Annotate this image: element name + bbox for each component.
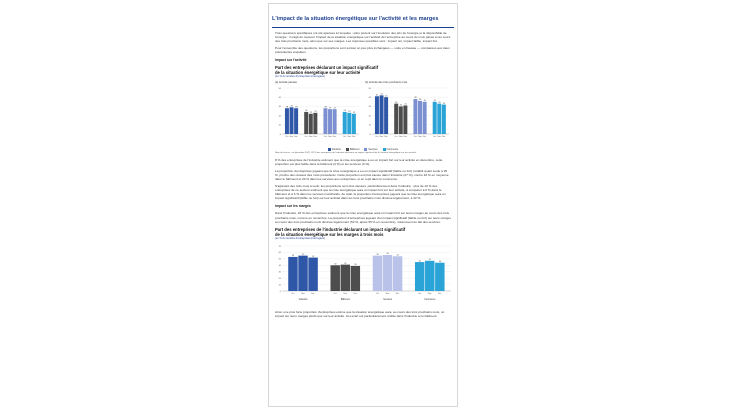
- bar-value-label: 24: [343, 109, 346, 112]
- intro-paragraph-2: Pour l'ensemble des questions, les proportions sont surtout un peu plus inchangées — voire en hausse — comparées aux deux précédentes enquêtes.: [275, 46, 450, 55]
- section-heading-activity: Impact sur l'activité: [275, 58, 307, 63]
- x-tick-label: Nov.: [347, 135, 352, 138]
- x-tick-label: Nov.: [289, 135, 294, 138]
- x-tick-label: Déc.: [313, 135, 318, 138]
- x-tick-label: Nov.: [301, 292, 305, 295]
- bar-value-label: 33: [438, 101, 441, 104]
- panel-a-label: (a) Activité passée: [275, 80, 297, 84]
- bar-value-label: 35: [433, 99, 436, 102]
- x-tick-label: Oct.: [375, 135, 379, 138]
- bar-value-label: 39: [354, 264, 357, 267]
- document-page: [268, 3, 458, 407]
- bar: [393, 256, 402, 291]
- y-tick-label: 30: [278, 271, 281, 274]
- group-label: Bâtiment: [340, 298, 350, 301]
- bar: [373, 253, 382, 291]
- bar: [351, 266, 360, 291]
- activity-chart-legend: [275, 148, 451, 151]
- y-tick-label: 40: [278, 96, 281, 99]
- x-tick-label: Déc.: [294, 135, 299, 138]
- bar-value-label: 27: [329, 107, 332, 110]
- y-tick-label: 50: [278, 258, 281, 261]
- x-tick-label: Oct.: [375, 292, 380, 295]
- bar-value-label: 41: [344, 262, 347, 265]
- bar-value-label: 52: [312, 255, 315, 258]
- document-title: L'impact de la situation énergétique sur l'activité et les marges: [272, 16, 439, 22]
- x-tick-label: Déc.: [384, 135, 389, 138]
- margins-bar-chart: [275, 242, 453, 302]
- bar-value-label: 23: [348, 110, 351, 113]
- x-tick-label: Nov.: [379, 135, 384, 138]
- y-tick-label: 60: [278, 252, 281, 255]
- legend-item-batiment: Bâtiment: [346, 148, 359, 151]
- activity-paragraph-1: 8 % des entreprises de l'industrie estiment que la crise énergétique a eu un impact fort sur leur activité en décembre, cette proportion est plus faible dans le bâtiment (4 %) et les services (3 %).: [275, 157, 443, 166]
- bar: [442, 104, 446, 133]
- bar-value-label: 24: [305, 109, 308, 112]
- x-tick-label: Oct.: [291, 292, 295, 295]
- group-label: Commerce: [424, 298, 436, 301]
- bar: [380, 95, 384, 134]
- y-tick-label: 70: [278, 245, 281, 248]
- bar-value-label: 22: [309, 111, 312, 114]
- x-tick-label: Nov.: [328, 135, 332, 138]
- bar-value-label: 44: [438, 260, 442, 263]
- activity-future-chart: [365, 84, 451, 142]
- bar: [413, 96, 417, 134]
- bar: [433, 101, 437, 133]
- bar: [415, 262, 424, 291]
- x-tick-label: Oct.: [323, 135, 328, 138]
- bar-value-label: 22: [352, 111, 356, 114]
- bar-value-label: 28: [295, 106, 298, 109]
- activity-chart-title-2: de la situation énergétique sur leur activité: [275, 70, 361, 76]
- bar-value-label: 40: [334, 263, 337, 266]
- y-tick-label: 20: [368, 115, 371, 118]
- bar: [437, 103, 441, 133]
- y-tick-label: 40: [368, 96, 371, 99]
- bar-value-label: 35: [423, 99, 426, 102]
- x-tick-label: Oct.: [285, 135, 289, 138]
- x-tick-label: Déc.: [311, 292, 316, 295]
- bar-value-label: 29: [290, 105, 293, 108]
- bar-value-label: 40: [385, 95, 388, 98]
- bar: [313, 110, 317, 134]
- x-tick-label: Déc.: [442, 135, 446, 138]
- bar: [418, 98, 422, 134]
- bar: [375, 96, 379, 134]
- group-label: Services: [383, 298, 393, 301]
- x-tick-label: Déc.: [353, 292, 358, 295]
- y-tick-label: 30: [368, 105, 371, 108]
- x-tick-label: Nov.: [385, 292, 390, 295]
- bar-value-label: 28: [324, 106, 327, 109]
- margins-chart-title-2: de la situation énergétique sur les marges à trois mois: [275, 231, 384, 237]
- section-heading-margins: Impact sur les marges: [275, 204, 311, 209]
- bar-value-label: 28: [285, 106, 289, 109]
- margins-chart-title-1: Part des entreprises de l'industrie déclarant un impact significatif: [275, 226, 406, 232]
- x-tick-label: Déc.: [395, 292, 400, 295]
- bar-value-label: 42: [380, 93, 383, 96]
- y-tick-label: 50: [368, 87, 371, 90]
- bar-value-label: 53: [291, 255, 295, 258]
- bar-value-label: 47: [428, 258, 431, 261]
- bar-value-label: 33: [395, 101, 398, 104]
- bar: [423, 101, 427, 133]
- y-tick-label: 0: [369, 133, 371, 136]
- x-tick-label: Oct.: [418, 292, 422, 295]
- bar-value-label: 31: [404, 103, 407, 106]
- y-tick-label: 10: [278, 284, 281, 287]
- bar: [341, 262, 350, 291]
- bar: [343, 109, 347, 134]
- panel-b-label: (b) Activité des trois prochains mois: [365, 80, 408, 84]
- bar: [333, 109, 337, 134]
- x-tick-label: Oct.: [394, 135, 399, 138]
- bar-value-label: 30: [399, 104, 402, 107]
- activity-chart-note: Note de lecture : en décembre 2022, 28 % des entreprises de l'industrie déclarent un impact significatif de la situation énergétique sur leur activité.: [275, 151, 417, 154]
- bar: [425, 258, 434, 291]
- margins-chart: [275, 227, 451, 307]
- y-tick-label: 20: [278, 115, 281, 118]
- bar-value-label: 38: [414, 96, 417, 99]
- margins-paragraph-1: Dans l'industrie, 26 % des entreprises estiment que la crise énergétique aura un impact fort sur leurs marges au cours des trois prochains mois, comme en novembre. La proportion d'entreprises jugeant d'un impact significatif (faible ou fort) sur leurs marges au cours des trois prochains mois diminue légèrement (52 %, après 55 % en novembre), notamment du fait des services.: [275, 211, 451, 224]
- legend-item-industrie: Industrie: [328, 148, 341, 151]
- bar: [399, 106, 403, 134]
- intro-paragraph-1: Trois questions spécifiques ont été ajoutées à l'enquête : elles portent sur l'évolution des prix de l'énergie et la disponibilité de l'énergie ; il s'agit de mesurer l'impact de la situation énergétique sur l'activité de l'entreprise au cours du mois passé et au cours des trois prochains mois, ainsi que sur ses marges. Les réponses possibles sont : impact nul, impact faible, impact fort.: [275, 31, 451, 44]
- x-tick-label: Nov.: [343, 292, 348, 295]
- y-tick-label: 10: [368, 124, 371, 127]
- x-tick-label: Nov.: [309, 135, 313, 138]
- bar: [403, 105, 407, 134]
- x-tick-label: Oct.: [343, 135, 347, 138]
- bar-value-label: 56: [386, 253, 389, 256]
- x-tick-label: Oct.: [333, 292, 338, 295]
- margins-chart-subtitle: (en % du nombre d'entreprises interrogées): [275, 236, 325, 240]
- bar: [290, 107, 294, 134]
- bar: [285, 108, 289, 134]
- x-tick-label: Déc.: [352, 135, 356, 138]
- y-tick-label: 0: [279, 290, 281, 293]
- x-tick-label: Nov.: [437, 135, 442, 138]
- activity-paragraph-3: S'agissant des trois mois à venir, les proportions sont plus élevées, particulièrement dans l'industrie : plus de 10 % des entreprises de ce secteur estiment que la crise énergétique aura un impact fort sur leur activité, à comparer à 6 % dans le bâtiment et à 6 % dans les services marchands. Au total, la proportion d'entreprises jugeant que la crise énergétique aura un impact significatif (faible ou fort) sur leur activité dans les trois prochains mois diminue légèrement, à 32 %.: [275, 184, 446, 201]
- bar: [394, 103, 398, 133]
- bar: [288, 257, 297, 291]
- activity-chart-subtitle: (en % du nombre d'entreprises interrogées): [275, 75, 325, 79]
- bar: [352, 113, 356, 133]
- bar: [330, 265, 339, 291]
- y-tick-label: 40: [278, 265, 281, 268]
- bar-value-label: 36: [419, 98, 422, 101]
- x-tick-label: Nov.: [428, 292, 432, 295]
- bar: [384, 97, 388, 134]
- bar-value-label: 27: [333, 107, 336, 110]
- group-label: Industrie: [298, 298, 308, 301]
- bar-value-label: 54: [396, 254, 399, 257]
- activity-chart: [275, 65, 451, 154]
- x-tick-label: Déc.: [422, 135, 427, 138]
- activity-chart-title-1: Part des entreprises déclarant un impact significatif: [275, 65, 379, 71]
- y-tick-label: 20: [278, 277, 281, 280]
- bar: [435, 260, 444, 291]
- bar: [304, 109, 308, 134]
- x-tick-label: Déc.: [403, 135, 408, 138]
- bar: [323, 108, 327, 134]
- y-tick-label: 10: [278, 124, 281, 127]
- bar-value-label: 32: [442, 102, 446, 105]
- bar: [383, 255, 392, 291]
- x-tick-label: Nov.: [418, 135, 422, 138]
- activity-past-chart: [275, 84, 361, 142]
- y-tick-label: 0: [279, 133, 281, 136]
- y-tick-label: 50: [278, 87, 281, 90]
- bar: [328, 109, 332, 134]
- document-title-bar: [272, 6, 454, 28]
- x-tick-label: Oct.: [413, 135, 418, 138]
- bar-value-label: 41: [375, 94, 379, 97]
- document-content: [269, 28, 457, 318]
- activity-paragraph-2: La proportion d'entreprises jugeant que la crise énergétique a eu un impact significatif (faible ou fort) s'établit quant à elle à 25 %, proche des niveaux des mois précédents. Cette proportion est plus élevée dans l'industrie (27 %), contre 18 % en moyenne dans le bâtiment et 20 % dans les services aux entreprises, et en repli dans le commerce.: [275, 168, 449, 181]
- x-tick-label: Oct.: [304, 135, 309, 138]
- x-tick-label: Déc.: [437, 292, 442, 295]
- x-tick-label: Déc.: [332, 135, 337, 138]
- y-tick-label: 30: [278, 105, 281, 108]
- bar-value-label: 45: [418, 260, 421, 263]
- bar: [294, 108, 298, 134]
- bar: [347, 110, 351, 134]
- x-tick-label: Oct.: [433, 135, 437, 138]
- bar: [308, 255, 317, 291]
- legend-item-services: Services: [364, 148, 377, 151]
- bar-value-label: 55: [376, 253, 379, 256]
- bar-value-label: 23: [314, 110, 317, 113]
- margins-paragraph-2: Ainsi, une plus forte proportion d'entreprises estime que la situation énergétique aura, au cours des trois prochains mois, un impact sur leurs marges plutôt que sur leur activité. Cet écart est particulièrement visible dans l'industrie et le bâtiment.: [275, 309, 445, 319]
- bar: [309, 113, 313, 133]
- bar: [298, 253, 307, 291]
- legend-item-commerce: Commerce: [383, 148, 399, 151]
- bar-value-label: 55: [302, 253, 305, 256]
- x-tick-label: Nov.: [399, 135, 403, 138]
